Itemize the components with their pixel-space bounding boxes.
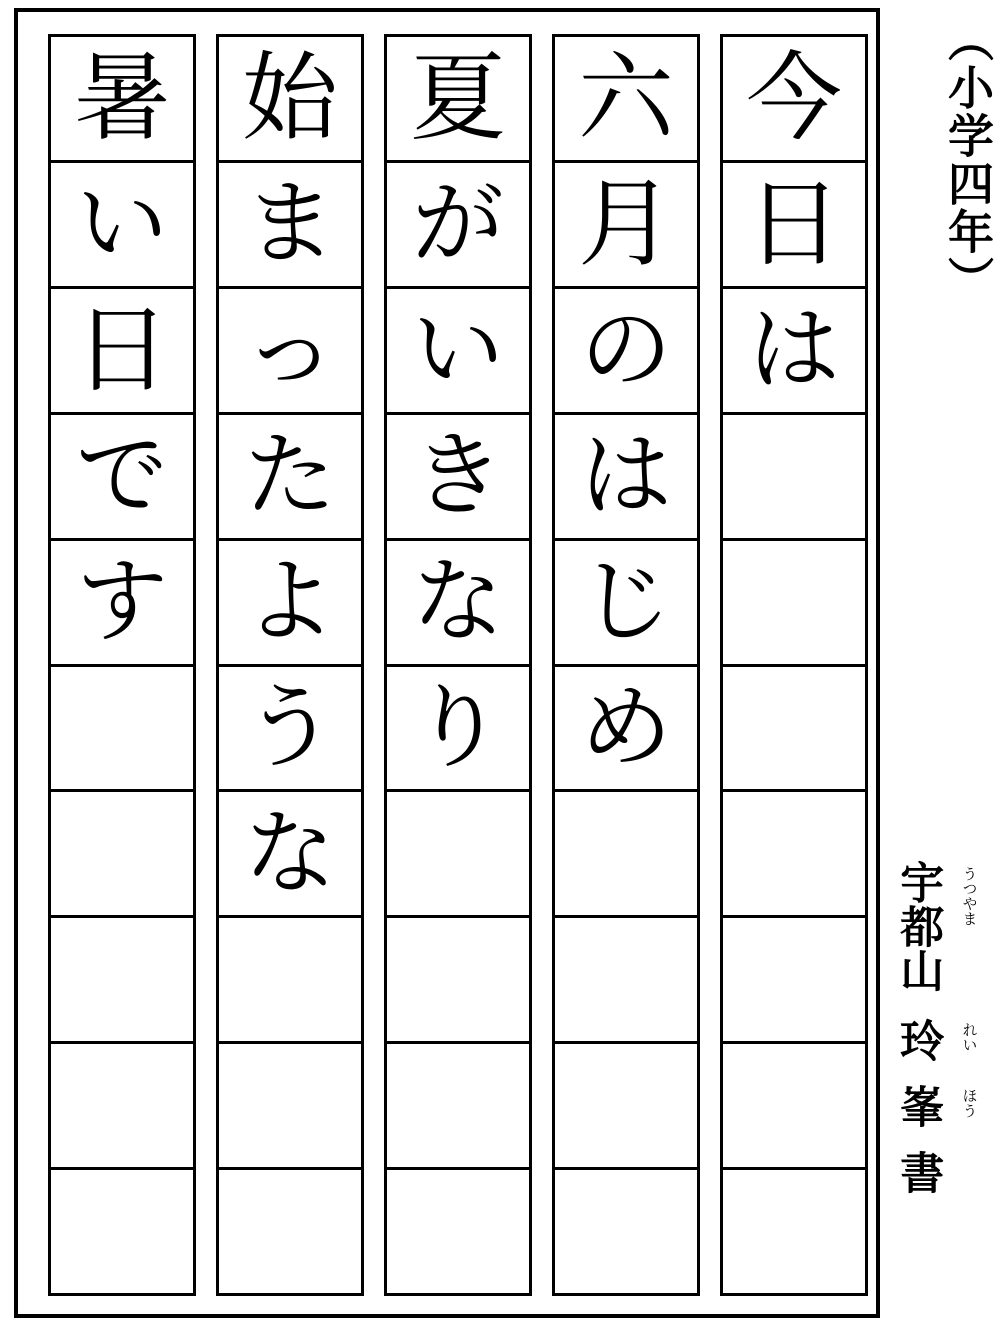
grid-cell xyxy=(723,1044,865,1170)
writing-column-1 xyxy=(720,34,868,1296)
grid-cell: 日 xyxy=(723,163,865,289)
grid-cell xyxy=(723,1170,865,1293)
grid-cell xyxy=(555,918,697,1044)
grid-cell: 今 xyxy=(723,37,865,163)
grid-cell xyxy=(723,541,865,667)
grid-cell: っ xyxy=(219,289,361,415)
author-given-furigana: れい xyxy=(960,1022,979,1052)
grid-cell: め xyxy=(555,667,697,793)
grid-cell xyxy=(51,792,193,918)
grid-cell xyxy=(555,1044,697,1170)
grid-cell xyxy=(219,918,361,1044)
grid-cell xyxy=(387,918,529,1044)
grid-cell xyxy=(51,1170,193,1293)
grid-cell: い xyxy=(387,289,529,415)
grid-cell: 六 xyxy=(555,37,697,163)
grid-cell xyxy=(219,1044,361,1170)
grid-cell: が xyxy=(387,163,529,289)
grid-cell: す xyxy=(51,541,193,667)
author-art-name-furigana: ほう xyxy=(960,1088,979,1118)
author-art-name: 峯 xyxy=(892,1084,944,1128)
author-given-name: 玲 xyxy=(892,1018,944,1062)
grid-cell xyxy=(51,918,193,1044)
grid-cell xyxy=(387,1044,529,1170)
grid-cell: た xyxy=(219,415,361,541)
grid-cell: う xyxy=(219,667,361,793)
grid-cell xyxy=(555,1170,697,1293)
grid-cell: 暑 xyxy=(51,37,193,163)
author-given-group xyxy=(893,1018,993,1062)
author-surname-group xyxy=(893,860,993,992)
author-art-name-group xyxy=(893,1084,993,1128)
grid-cell: は xyxy=(723,289,865,415)
grid-cell xyxy=(51,667,193,793)
grid-cell: な xyxy=(387,541,529,667)
grid-cell: で xyxy=(51,415,193,541)
grade-label: （小学四年） xyxy=(941,16,995,304)
author-surname: 宇都山 xyxy=(892,860,944,992)
grid-cell xyxy=(555,792,697,918)
writing-column-5 xyxy=(48,34,196,1296)
writing-column-2 xyxy=(552,34,700,1296)
grid-cell: ま xyxy=(219,163,361,289)
author-signature xyxy=(884,860,1002,1280)
author-suffix-group xyxy=(893,1150,993,1194)
grid-cell: の xyxy=(555,289,697,415)
author-surname-furigana: うつやま xyxy=(960,866,979,926)
grid-cell xyxy=(723,667,865,793)
grid-cell: 夏 xyxy=(387,37,529,163)
side-margin xyxy=(884,0,1002,1326)
grid-cell xyxy=(723,918,865,1044)
grid-cell: き xyxy=(387,415,529,541)
grid-cell: い xyxy=(51,163,193,289)
writing-grid xyxy=(32,34,868,1296)
grid-cell xyxy=(219,1170,361,1293)
grid-cell: は xyxy=(555,415,697,541)
grid-cell: よ xyxy=(219,541,361,667)
grid-cell: 始 xyxy=(219,37,361,163)
grid-cell: 日 xyxy=(51,289,193,415)
grid-cell xyxy=(723,792,865,918)
grid-cell: り xyxy=(387,667,529,793)
writing-column-4 xyxy=(216,34,364,1296)
author-suffix: 書 xyxy=(892,1150,944,1194)
grid-cell: 月 xyxy=(555,163,697,289)
grid-cell xyxy=(723,415,865,541)
grid-cell xyxy=(387,1170,529,1293)
grid-cell: な xyxy=(219,792,361,918)
grid-cell xyxy=(51,1044,193,1170)
grid-cell: じ xyxy=(555,541,697,667)
grid-cell xyxy=(387,792,529,918)
writing-column-3 xyxy=(384,34,532,1296)
